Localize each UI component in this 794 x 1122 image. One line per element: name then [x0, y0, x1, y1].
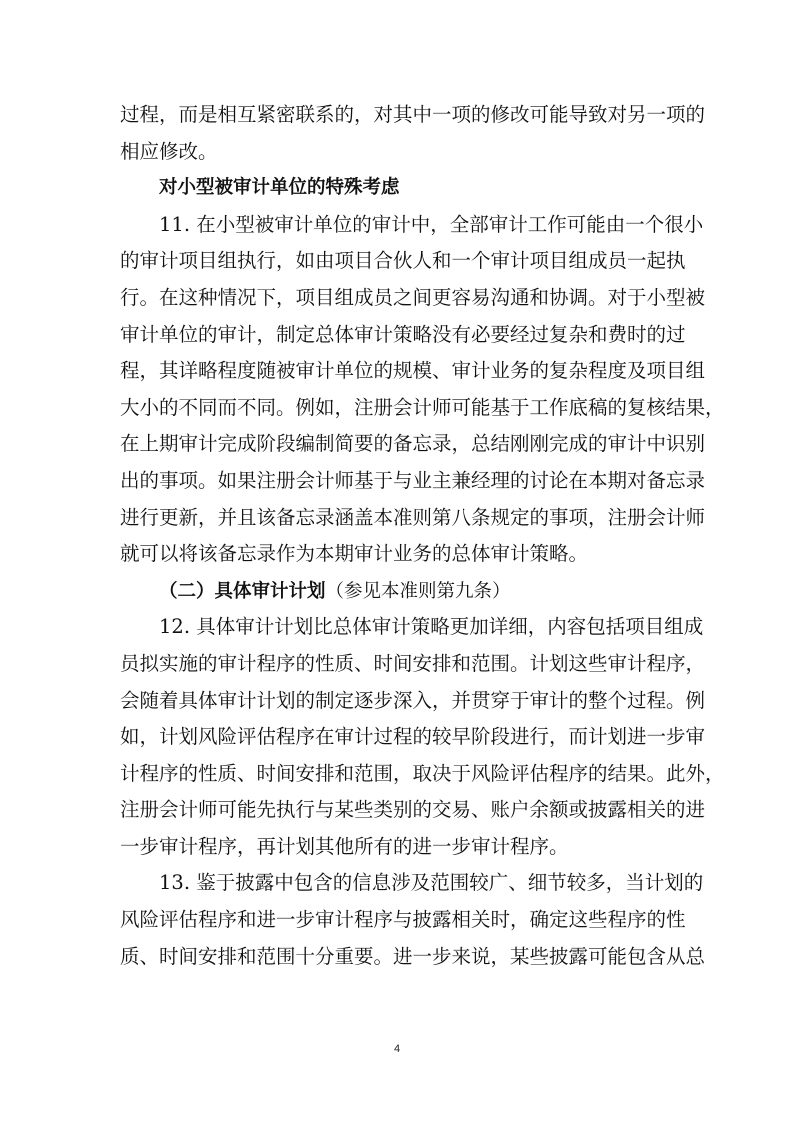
text-line: 员拟实施的审计程序的性质、时间安排和范围。计划这些审计程序，	[120, 651, 706, 675]
text-line: 就可以将该备忘录作为本期审计业务的总体审计策略。	[120, 542, 589, 566]
text-line: 的审计项目组执行，如由项目合伙人和一个审计项目组成员一起执	[120, 249, 686, 273]
text-line: 在上期审计完成阶段编制简要的备忘录，总结刚刚完成的审计中识别	[120, 432, 706, 456]
text-line: 大小的不同而不同。例如，注册会计师可能基于工作底稿的复核结果，	[120, 395, 725, 419]
text-line: 如，计划风险评估程序在审计过程的较早阶段进行，而计划进一步审	[120, 725, 706, 749]
text-line: 程，其详略程度随被审计单位的规模、审计业务的复杂程度及项目组	[120, 359, 706, 383]
text-line: 审计单位的审计，制定总体审计策略没有必要经过复杂和费时的过	[120, 322, 686, 346]
text-line: 会随着具体审计计划的制定逐步深入，并贯穿于审计的整个过程。例	[120, 688, 706, 712]
section-heading-reference: （参见本准则第九条）	[325, 580, 511, 602]
text-line: 进行更新，并且该备忘录涵盖本准则第八条规定的事项，注册会计师	[120, 505, 706, 529]
paragraph-first-line: 12. 具体审计计划比总体审计策略更加详细，内容包括项目组成	[159, 615, 704, 639]
text-line: 风险评估程序和进一步审计程序与披露相关时，确定这些程序的性	[120, 908, 686, 932]
text-line: 行。在这种情况下，项目组成员之间更容易沟通和协调。对于小型被	[120, 285, 706, 309]
text-line: 计程序的性质、时间安排和范围，取决于风险评估程序的结果。此外，	[120, 761, 725, 785]
text-line: 出的事项。如果注册会计师基于与业主兼经理的讨论在本期对备忘录	[120, 468, 706, 492]
text-line: 相应修改。	[120, 139, 218, 163]
text-line: 一步审计程序，再计划其他所有的进一步审计程序。	[120, 834, 569, 858]
page-number: 4	[393, 1043, 401, 1055]
section-heading: 对小型被审计单位的特殊考虑	[159, 177, 400, 199]
section-heading	[120, 573, 678, 610]
paragraph-first-line: 11. 在小型被审计单位的审计中，全部审计工作可能由一个很小	[159, 212, 704, 236]
section-heading-title: （二）具体审计计划	[159, 580, 326, 602]
page-body	[120, 97, 725, 975]
paragraph-first-line: 13. 鉴于披露中包含的信息涉及范围较广、细节较多，当计划的	[159, 871, 704, 895]
text-line: 过程，而是相互紧密联系的，对其中一项的修改可能导致对另一项的	[120, 103, 706, 126]
text-line: 质、时间安排和范围十分重要。进一步来说，某些披露可能包含从总	[120, 944, 706, 968]
text-line: 注册会计师可能先执行与某些类别的交易、账户余额或披露相关的进	[120, 798, 706, 822]
